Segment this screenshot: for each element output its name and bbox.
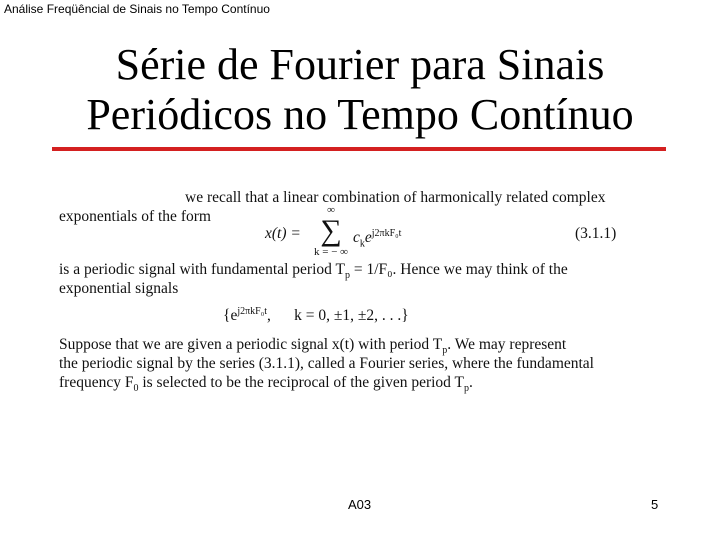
text-line-7 xyxy=(59,373,473,399)
line7-text: frequency F xyxy=(59,374,134,391)
line5-text: Suppose that we are given a periodic signal x(t) with period T xyxy=(59,336,443,353)
line7-rest: is selected to be the reciprocal of the given period T xyxy=(138,374,464,391)
footer-label: A03 xyxy=(348,497,372,512)
line3-text: is a periodic signal with fundamental period T xyxy=(59,261,345,278)
line7-end: . xyxy=(469,374,473,391)
slide-title xyxy=(0,40,720,140)
eq1-exp-base: e xyxy=(364,229,372,247)
equation-exponential-set xyxy=(223,302,409,326)
sum-upper-limit: ∞ xyxy=(327,204,335,216)
eq1-exponent: j2πkF₀t xyxy=(371,228,402,239)
eq1-coeff-sub: k xyxy=(359,238,365,250)
slide-title-line1: Série de Fourier para Sinais xyxy=(115,40,605,89)
header-text: Análise Freqüêncial de Sinais no Tempo Contínuo xyxy=(4,2,270,16)
line3-sub: p xyxy=(344,270,350,282)
eq2-rest: , k = 0, ±1, ±2, . . .} xyxy=(266,307,409,325)
text-line-1: we recall that a linear combination of harmonically related complex xyxy=(185,189,606,206)
eq1-coeff: c xyxy=(353,229,360,247)
title-divider xyxy=(52,147,666,151)
eq1-rhs xyxy=(353,224,401,254)
page-number: 5 xyxy=(651,497,659,512)
line5-rest: . We may represent xyxy=(447,336,567,353)
line5-sub: p xyxy=(442,345,448,357)
text-line-4: exponential signals xyxy=(59,280,179,297)
line7-sub2: p xyxy=(464,383,469,395)
sigma-icon: ∑ xyxy=(320,214,342,247)
line7-sub: 0 xyxy=(133,383,139,395)
sum-lower-limit: k = − ∞ xyxy=(314,246,348,258)
equation-number: (3.1.1) xyxy=(575,225,617,242)
summation-symbol xyxy=(311,204,351,258)
eq2-exponent: j2πkF₀t xyxy=(237,306,267,317)
text-line-2: exponentials of the form xyxy=(59,208,211,225)
text-line-6: the periodic signal by the series (3.1.1), called a Fourier series, where the fundamental xyxy=(59,355,594,372)
equation-3-1-1 xyxy=(265,224,301,244)
line3-rest: = 1/F₀. Hence we may think of the xyxy=(349,261,568,278)
eq1-lhs: x(t) = xyxy=(265,225,301,242)
eq2-open: {e xyxy=(223,307,238,325)
slide-title-line2: Periódicos no Tempo Contínuo xyxy=(86,90,634,139)
